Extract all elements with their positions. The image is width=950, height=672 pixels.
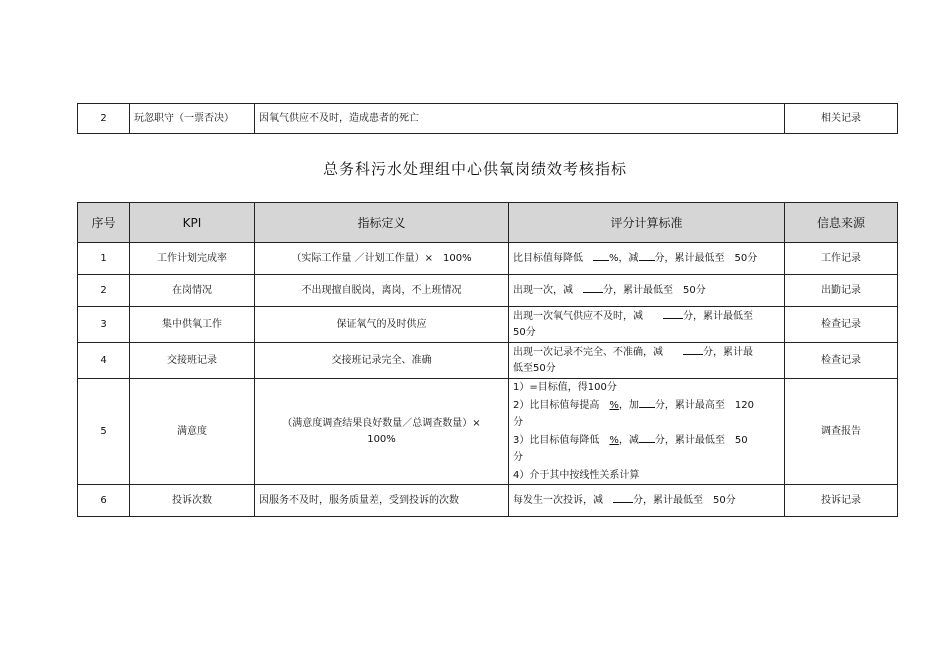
table-row: [78, 485, 898, 517]
header-standard: 评分计算标准: [509, 203, 785, 243]
blank-field: [639, 250, 655, 261]
definition-line: 100%: [367, 433, 396, 445]
kpi-name: 满意度: [130, 379, 255, 485]
scoring-standard: [509, 275, 785, 307]
row-index: 2: [78, 104, 130, 134]
blank-field: [663, 308, 683, 319]
scoring-standard: [509, 485, 785, 517]
definition-line: （满意度调查结果良好数量／总调查数量）×: [282, 417, 481, 429]
blank-field: [639, 432, 655, 443]
std-blank-percent: %: [609, 434, 619, 446]
row-index: 5: [78, 379, 130, 485]
std-text: 2）比目标值每提高: [513, 399, 600, 411]
kpi-name: 工作计划完成率: [130, 243, 255, 275]
blank-field: [639, 397, 655, 408]
std-text: %，减: [609, 253, 639, 264]
info-source: 检查记录: [785, 307, 898, 343]
kpi-name: 集中供氧工作: [130, 307, 255, 343]
kpi-definition: 交接班记录完全、准确: [255, 343, 509, 379]
table-row: [78, 243, 898, 275]
row-index: 2: [78, 275, 130, 307]
blank-field: [593, 250, 609, 261]
info-source: 出勤记录: [785, 275, 898, 307]
std-text: 出现一次氧气供应不及时，减: [513, 311, 643, 322]
row-index: 4: [78, 343, 130, 379]
kpi-table: [77, 202, 898, 517]
std-text: 分，累计最低至 50分: [633, 495, 736, 506]
std-blank-percent: %: [609, 399, 619, 411]
std-text: ，加: [618, 399, 639, 411]
kpi-name: 投诉次数: [130, 485, 255, 517]
kpi-name: 在岗情况: [130, 275, 255, 307]
blank-field: [683, 344, 703, 355]
kpi-definition: 因氧气供应不及时，造成患者的死亡: [255, 104, 785, 134]
scoring-standard: [509, 243, 785, 275]
std-text: 分，累计最低至: [683, 311, 753, 322]
table-row: [78, 275, 898, 307]
kpi-name: 玩忽职守（一票否决）: [130, 104, 255, 134]
row-index: 3: [78, 307, 130, 343]
std-text: 分，累计最: [703, 347, 753, 358]
scoring-standard: [509, 379, 785, 485]
row-index: 1: [78, 243, 130, 275]
blank-field: [613, 492, 633, 503]
std-text: 出现一次，减: [513, 285, 573, 296]
kpi-definition: （实际工作量 ／计划工作量）× 100%: [255, 243, 509, 275]
info-source: 检查记录: [785, 343, 898, 379]
document-title: 总务科污水处理组中心供氧岗绩效考核指标: [322, 160, 627, 178]
std-text: 分，累计最高至 120: [654, 399, 754, 411]
std-text: 出现一次记录不完全、不准确，减: [513, 347, 663, 358]
kpi-definition: [255, 379, 509, 485]
previous-kpi-table: [77, 103, 898, 134]
scoring-standard: [509, 307, 785, 343]
std-text: 每发生一次投诉，减: [513, 495, 603, 506]
info-source: 调查报告: [785, 379, 898, 485]
info-source: 相关记录: [785, 104, 898, 134]
std-text: 比目标值每降低: [513, 253, 583, 264]
std-text: 低至50分: [513, 363, 556, 374]
table-row: [78, 379, 898, 485]
blank-field: [583, 282, 603, 293]
std-text: 分，累计最低至 50分: [603, 285, 706, 296]
info-source: 投诉记录: [785, 485, 898, 517]
std-text: 4）介于其中按线性关系计算: [513, 469, 640, 481]
std-text: 50分: [513, 327, 536, 338]
header-source: 信息来源: [785, 203, 898, 243]
std-text: 1）=目标值，得100分: [513, 382, 617, 393]
header-kpi: KPI: [130, 203, 255, 243]
std-text: 分: [513, 417, 523, 428]
std-text: 分，累计最低至 50: [654, 434, 748, 446]
table-row: [78, 104, 898, 134]
table-header-row: [78, 203, 898, 243]
scoring-standard: [509, 343, 785, 379]
std-text: ，减: [618, 434, 639, 446]
kpi-name: 交接班记录: [130, 343, 255, 379]
std-text: 分: [513, 452, 523, 463]
kpi-definition: 不出现擅自脱岗，离岗，不上班情况: [255, 275, 509, 307]
table-row: [78, 343, 898, 379]
std-text: 分，累计最低至 50分: [654, 253, 758, 264]
std-text: 3）比目标值每降低: [513, 434, 600, 446]
kpi-definition: 保证氧气的及时供应: [255, 307, 509, 343]
header-index: 序号: [78, 203, 130, 243]
info-source: 工作记录: [785, 243, 898, 275]
row-index: 6: [78, 485, 130, 517]
kpi-definition: 因服务不及时，服务质量差，受到投诉的次数: [255, 485, 509, 517]
header-definition: 指标定义: [255, 203, 509, 243]
table-row: [78, 307, 898, 343]
